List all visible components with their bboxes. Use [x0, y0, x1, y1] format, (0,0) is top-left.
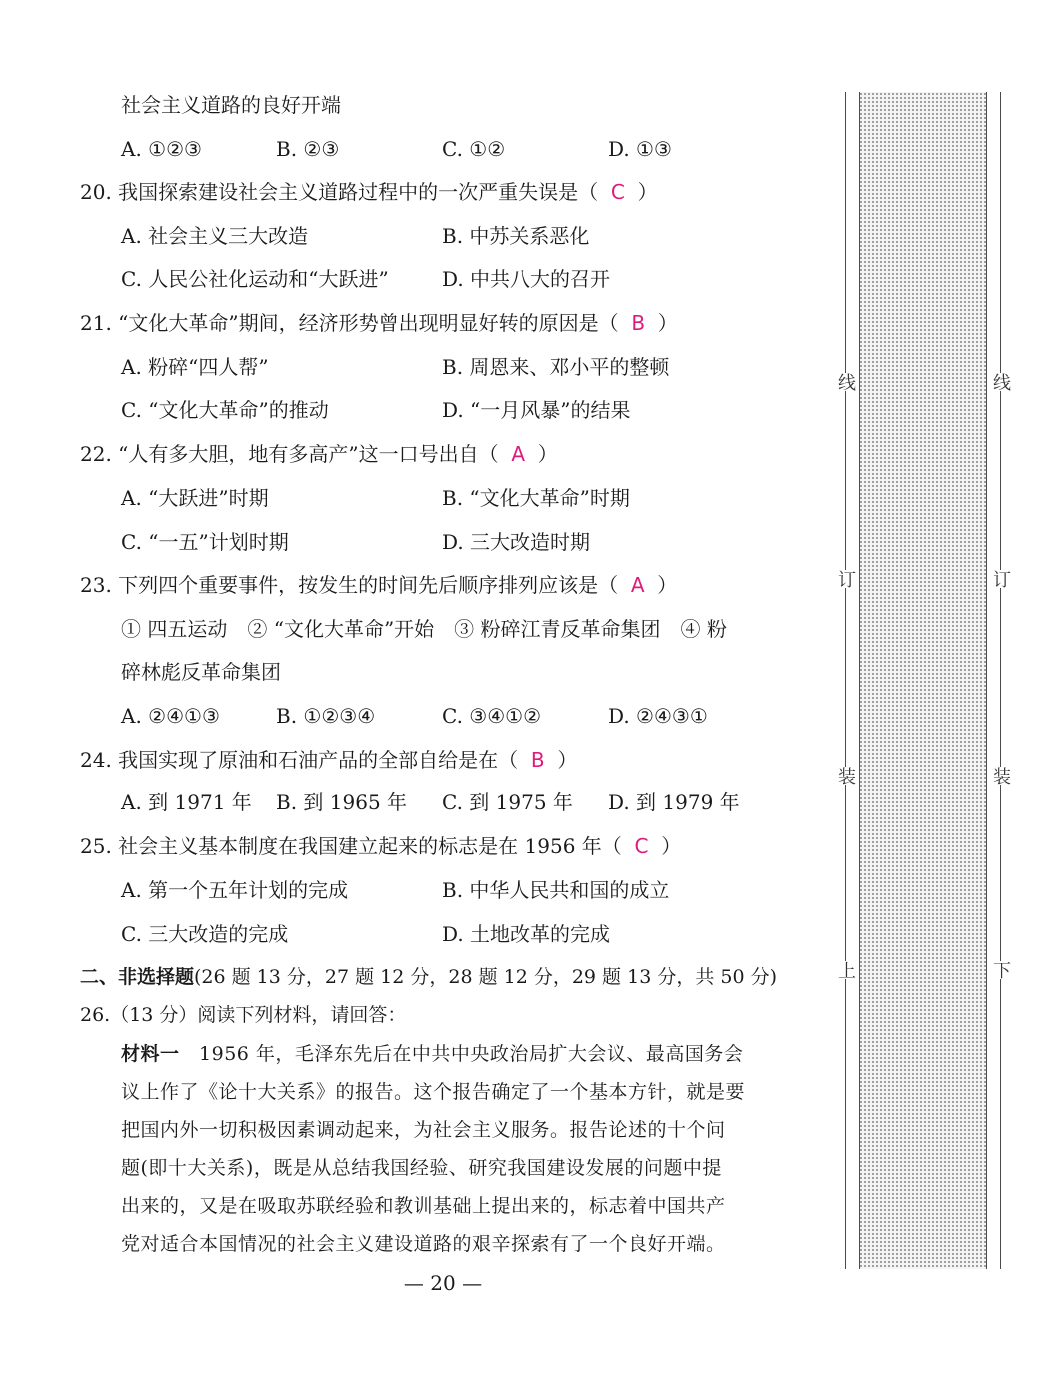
- q20-option-b: B. 中苏关系恶化: [442, 224, 590, 248]
- binding-char-left-2: 装: [835, 767, 856, 785]
- q26-material-line1: [121, 1039, 743, 1069]
- binding-line-right: [1000, 92, 1001, 1269]
- q25-option-c: C. 三大改造的完成: [121, 922, 289, 946]
- q24-answer: B: [530, 748, 545, 772]
- q22-stem-text: 22. “人有多大胆，地有多高产”这一口号出自（: [80, 442, 499, 466]
- q22-close: ）: [537, 442, 558, 466]
- q25-option-b: B. 中华人民共和国的成立: [442, 878, 670, 902]
- q20-option-d: D. 中共八大的召开: [442, 267, 611, 291]
- section2-heading: [80, 962, 777, 992]
- q21-answer: B: [631, 311, 646, 335]
- binding-char-right-3: 下: [990, 961, 1011, 979]
- q21-option-d: D. “一月风暴”的结果: [442, 398, 631, 422]
- page-number: — 20 —: [403, 1271, 483, 1295]
- section2-title: 二、非选择题: [80, 966, 195, 988]
- q26-stem: 26.（13 分）阅读下列材料，请回答：: [80, 1004, 407, 1026]
- q23-stem: [80, 570, 677, 600]
- q19-option-d: D. ①③: [608, 137, 672, 161]
- q20-option-a: A. 社会主义三大改造: [121, 224, 309, 248]
- q23-option-a: A. ②④①③: [121, 704, 220, 728]
- binding-char-left-1: 订: [835, 570, 856, 588]
- q22-option-c: C. “一五”计划时期: [121, 530, 289, 554]
- q19-option-c: C. ①②: [442, 137, 506, 161]
- q24-close: ）: [557, 748, 578, 772]
- q22-option-b: B. “文化大革命”时期: [442, 486, 630, 510]
- q21-option-c: C. “文化大革命”的推动: [121, 398, 329, 422]
- binding-char-left-3: 上: [835, 961, 856, 979]
- binding-band-edge-right: [986, 92, 987, 1269]
- q19-option-b: B. ②③: [276, 137, 340, 161]
- q24-stem: [80, 745, 577, 775]
- q26-material-text-0: 1956 年，毛泽东先后在中共中央政治局扩大会议、最高国务会: [179, 1043, 744, 1065]
- q20-option-c: C. 人民公社化运动和“大跃进”: [121, 267, 389, 291]
- q25-close: ）: [661, 834, 682, 858]
- q22-stem: [80, 439, 558, 469]
- q24-option-a: A. 到 1971 年: [121, 790, 252, 814]
- binding-char-right-2: 装: [990, 767, 1011, 785]
- q23-answer: A: [630, 573, 645, 597]
- q23-close: ）: [657, 573, 678, 597]
- q20-close: ）: [637, 180, 658, 204]
- binding-char-left-0: 线: [835, 373, 856, 391]
- q24-option-b: B. 到 1965 年: [276, 790, 408, 814]
- q25-stem-text: 25. 社会主义基本制度在我国建立起来的标志是在 1956 年（: [80, 834, 622, 858]
- q25-option-a: A. 第一个五年计划的完成: [121, 878, 349, 902]
- q23-events-line1: ① 四五运动 ② “文化大革命”开始 ③ 粉碎江青反革命集团 ④ 粉: [121, 617, 727, 641]
- q24-stem-text: 24. 我国实现了原油和石油产品的全部自给是在（: [80, 748, 519, 772]
- q24-option-d: D. 到 1979 年: [608, 790, 740, 814]
- q26-material-line4: 题(即十大关系)，既是从总结我国经验、研究我国建设发展的问题中提: [121, 1157, 722, 1179]
- q20-stem-text: 20. 我国探索建设社会主义道路过程中的一次严重失误是（: [80, 180, 599, 204]
- q21-stem-text: 21. “文化大革命”期间，经济形势曾出现明显好转的原因是（: [80, 311, 619, 335]
- q26-material-label: 材料一: [121, 1043, 180, 1065]
- q25-option-d: D. 土地改革的完成: [442, 922, 611, 946]
- q22-answer: A: [511, 442, 526, 466]
- q21-option-a: A. 粉碎“四人帮”: [121, 355, 269, 379]
- q26-material-line2: 议上作了《论十大关系》的报告。这个报告确定了一个基本方针，就是要: [121, 1081, 746, 1103]
- q21-close: ）: [657, 311, 678, 335]
- q26-material-line5: 出来的，又是在吸取苏联经验和教训基础上提出来的，标志着中国共产: [121, 1195, 726, 1217]
- q20-stem: [80, 177, 658, 207]
- q21-option-b: B. 周恩来、邓小平的整顿: [442, 355, 670, 379]
- q23-option-c: C. ③④①②: [442, 704, 542, 728]
- q21-stem: [80, 308, 678, 338]
- q22-option-a: A. “大跃进”时期: [121, 486, 269, 510]
- q25-stem: [80, 831, 681, 861]
- q24-option-c: C. 到 1975 年: [442, 790, 573, 814]
- q19-stem-tail: 社会主义道路的良好开端: [121, 93, 341, 117]
- q25-answer: C: [634, 834, 649, 858]
- q26-material-line6: 党对适合本国情况的社会主义建设道路的艰辛探索有了一个良好开端。: [121, 1233, 726, 1255]
- binding-char-right-0: 线: [990, 373, 1011, 391]
- q22-option-d: D. 三大改造时期: [442, 530, 591, 554]
- binding-char-right-1: 订: [990, 570, 1011, 588]
- q23-option-d: D. ②④③①: [608, 704, 708, 728]
- q20-answer: C: [610, 180, 625, 204]
- binding-dotted-band: [859, 92, 986, 1269]
- binding-line-left: [845, 92, 846, 1269]
- q19-option-a: A. ①②③: [121, 137, 202, 161]
- q23-option-b: B. ①②③④: [276, 704, 376, 728]
- section2-note: (26 题 13 分，27 题 12 分，28 题 12 分，29 题 13 分，共 50 分): [194, 966, 777, 988]
- binding-band-edge-left: [859, 92, 860, 1269]
- q26-material-line3: 把国内外一切积极因素调动起来，为社会主义服务。报告论述的十个问: [121, 1119, 726, 1141]
- q23-stem-text: 23. 下列四个重要事件，按发生的时间先后顺序排列应该是（: [80, 573, 619, 597]
- q23-events-line2: 碎林彪反革命集团: [121, 660, 281, 684]
